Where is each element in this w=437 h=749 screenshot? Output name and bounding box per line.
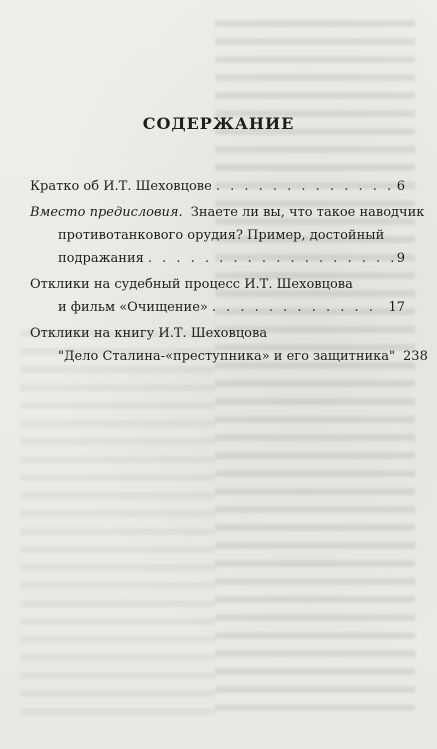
toc-entry-text: Знаете ли вы, что такое наводчик (190, 205, 425, 220)
toc-entry-text: противотанкового орудия? Пример, достойный (58, 228, 385, 243)
toc-entry-about-author (30, 175, 405, 198)
table-of-contents (30, 175, 428, 368)
toc-entry-book-responses (30, 322, 428, 368)
toc-entry-text: и фильм «Очищение» (58, 300, 208, 315)
page-title: СОДЕРЖАНИЕ (142, 114, 295, 133)
toc-entry-text: Кратко об И.Т. Шеховцове (30, 179, 212, 194)
show-through-text-lower (20, 330, 215, 720)
toc-page-number: 17 (388, 300, 405, 315)
toc-entry-text: подражания (58, 251, 144, 266)
dot-leader (216, 175, 393, 198)
toc-entry-preface (30, 201, 425, 270)
toc-entry-italic-lead: Вместо предисловия. (30, 205, 183, 220)
toc-page-number: 6 (396, 179, 405, 194)
toc-page-number: 238 (403, 349, 428, 364)
toc-entry-text: "Дело Сталина-«преступника» и его защитника" (58, 349, 396, 364)
dot-leader (212, 296, 385, 319)
dot-leader (148, 247, 393, 270)
toc-page-number: 9 (396, 251, 405, 266)
toc-entry-text: Отклики на судебный процесс И.Т. Шеховцова (30, 277, 353, 292)
toc-entry-text: Отклики на книгу И.Т. Шеховцова (30, 326, 268, 341)
toc-entry-trial-responses (30, 273, 405, 319)
